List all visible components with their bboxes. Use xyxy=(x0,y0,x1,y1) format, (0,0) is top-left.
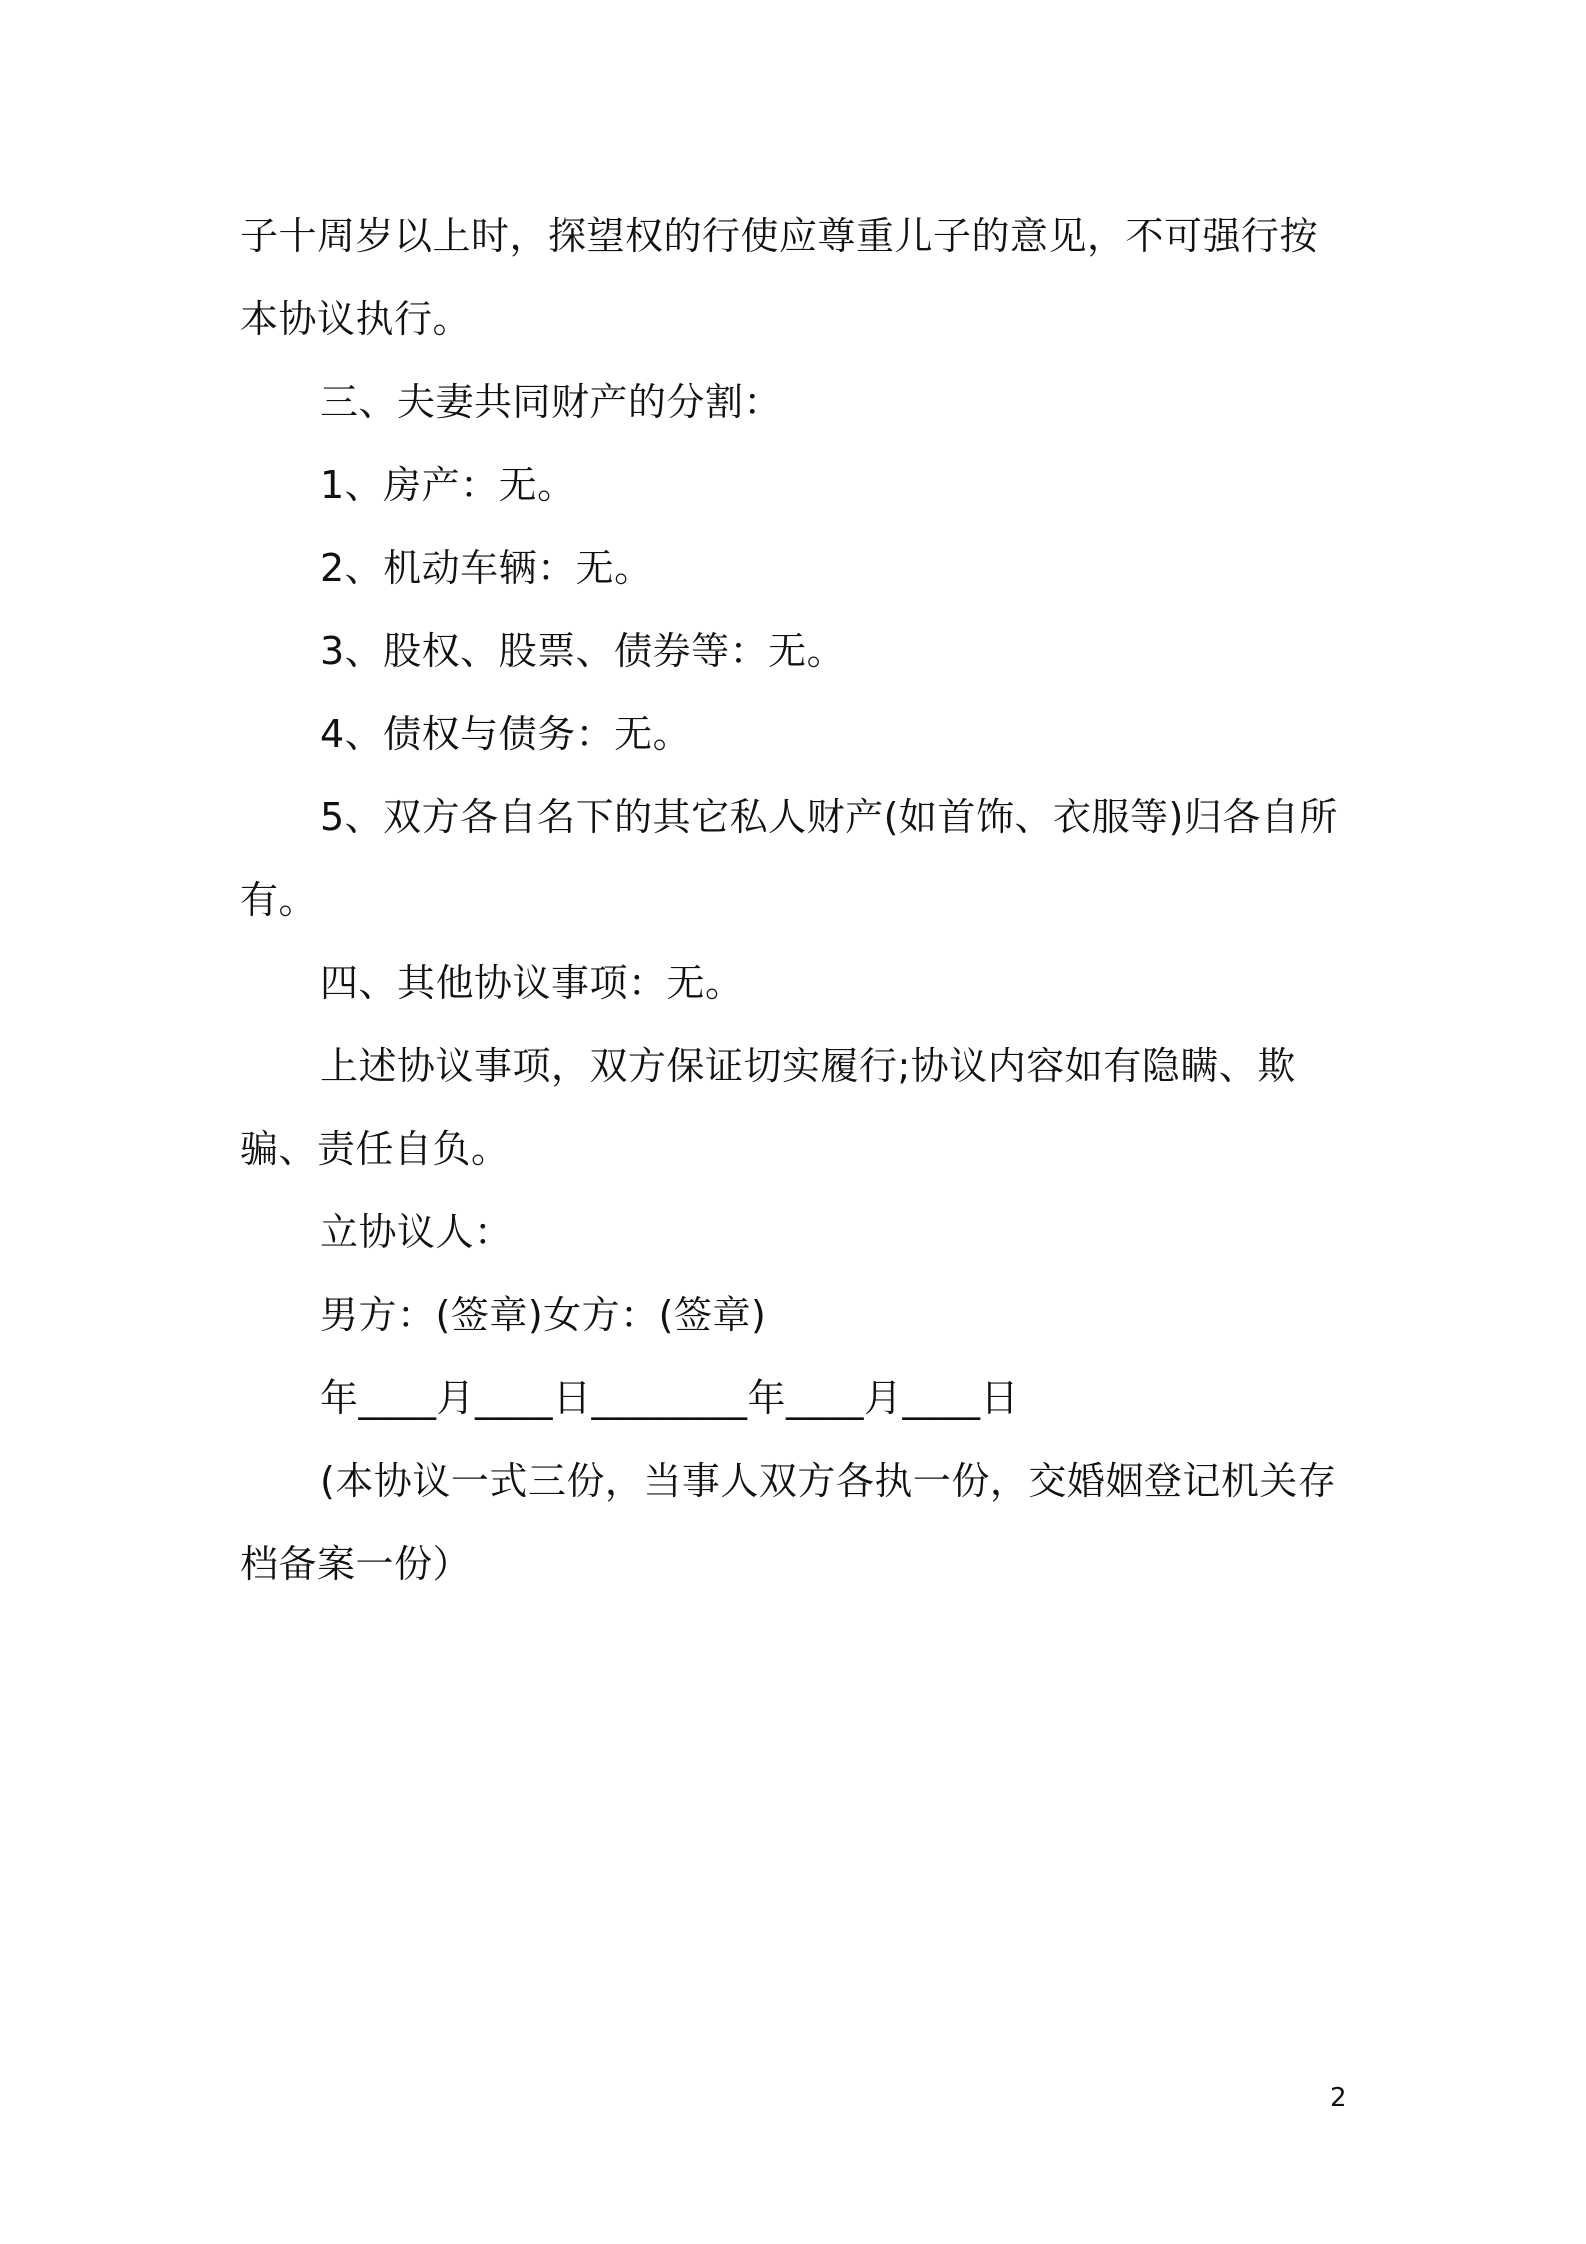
signature-line: 男方：(签章)女方：(签章) xyxy=(320,1293,767,1337)
copies-note: (本协议一式三份，当事人双方各执一份，交婚姻登记机关存档备案一份） xyxy=(240,1459,1337,1586)
paragraph-guarantee: 上述协议事项，双方保证切实履行;协议内容如有隐瞒、欺骗、责任自负。 xyxy=(240,1044,1296,1171)
item-real-estate: 1、房产：无。 xyxy=(320,463,576,507)
item-personal-property: 5、双方各自名下的其它私人财产(如首饰、衣服等)归各自所有。 xyxy=(240,795,1338,922)
page-number: 2 xyxy=(1330,2083,1347,2113)
paragraph-visitation-continued: 子十周岁以上时，探望权的行使应尊重儿子的意见，不可强行按本协议执行。 xyxy=(240,214,1319,341)
item-vehicles: 2、机动车辆：无。 xyxy=(320,546,653,590)
document-body xyxy=(240,195,1355,1606)
section-heading-other-matters: 四、其他协议事项：无。 xyxy=(320,961,744,1005)
section-heading-property-division: 三、夫妻共同财产的分割： xyxy=(320,380,783,424)
date-line: 年____月____日________年____月____日 xyxy=(320,1376,1020,1420)
item-equity-securities: 3、股权、股票、债券等：无。 xyxy=(320,629,846,673)
signatories-label: 立协议人： xyxy=(320,1210,513,1254)
item-debts: 4、债权与债务：无。 xyxy=(320,712,692,756)
